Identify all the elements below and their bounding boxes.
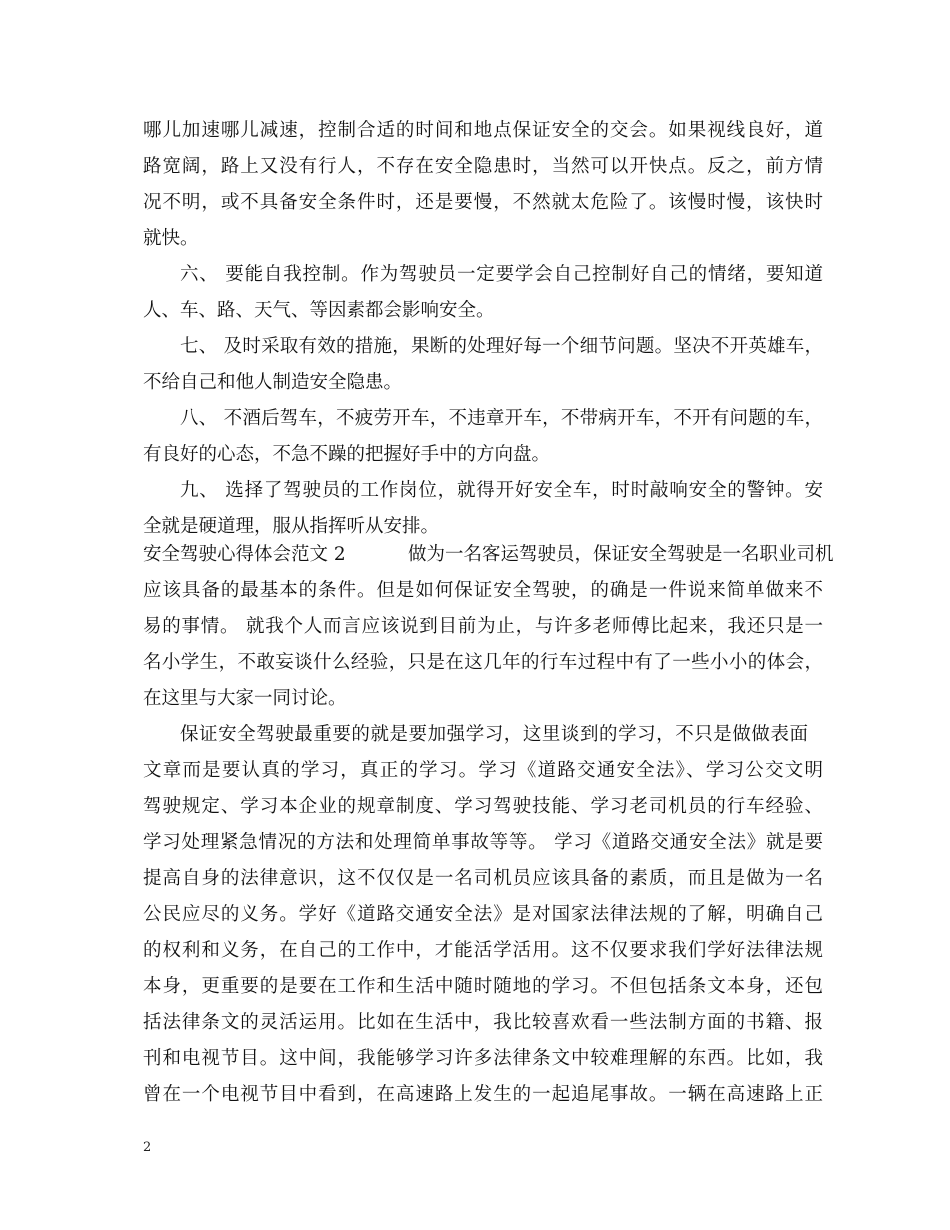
text-line: 刊和电视节目。这中间，我能够学习许多法律条文中较难理解的东西。比如，我 — [143, 1048, 823, 1069]
text-line: 路宽阔，路上又没有行人，不存在安全隐患时，当然可以开快点。反之，前方情 — [143, 156, 823, 177]
text-line: 公民应尽的义务。学好《道路交通安全法》是对国家法律法规的了解，明确自己 — [143, 904, 823, 925]
text-line: 文章而是要认真的学习，真正的学习。学习《道路交通安全法》、学习公交文明 — [143, 760, 823, 781]
list-item-nine: 九、 选择了驾驶员的工作岗位，就得开好安全车，时时敲响安全的警钟。安 — [180, 480, 823, 501]
section-heading: 安全驾驶心得体会范文 2 — [143, 544, 346, 565]
text-line: 人、车、路、天气、等因素都会影响安全。 — [143, 300, 495, 321]
text-line: 况不明，或不具备安全条件时，还是要慢，不然就太危险了。该慢时慢，该快时 — [143, 192, 823, 213]
text-line: 不给自己和他人制造安全隐患。 — [143, 372, 403, 393]
list-item-eight: 八、 不酒后驾车，不疲劳开车，不违章开车，不带病开车，不开有问题的车， — [180, 408, 823, 429]
text-line: 哪儿加速哪儿减速，控制合适的时间和地点保证安全的交会。如果视线良好，道 — [143, 120, 823, 141]
list-item-seven: 七、 及时采取有效的措施，果断的处理好每一个细节问题。坚决不开英雄车， — [180, 336, 823, 357]
page-number: 2 — [143, 1140, 152, 1155]
text-line: 就快。 — [143, 228, 199, 249]
text-line: 驾驶规定、学习本企业的规章制度、学习驾驶技能、学习老司机员的行车经验、 — [143, 796, 823, 817]
text-line: 有良好的心态，不急不躁的把握好手中的方向盘。 — [143, 444, 551, 465]
text-line: 在这里与大家一同讨论。 — [143, 688, 347, 709]
text-line: 应该具备的最基本的条件。但是如何保证安全驾驶，的确是一件说来简单做来不 — [143, 580, 823, 601]
text-line: 名小学生，不敢妄谈什么经验，只是在这几年的行车过程中有了一些小小的体会， — [143, 652, 823, 673]
text-line: 括法律条文的灵活运用。比如在生活中，我比较喜欢看一些法制方面的书籍、报 — [143, 1012, 823, 1033]
list-item-six: 六、 要能自我控制。作为驾驶员一定要学会自己控制好自己的情绪，要知道 — [180, 264, 823, 285]
text-line: 曾在一个电视节目中看到，在高速路上发生的一起追尾事故。一辆在高速路上正 — [143, 1084, 823, 1105]
text-line: 提高自身的法律意识，这不仅仅是一名司机员应该具备的素质，而且是做为一名 — [143, 868, 823, 889]
paragraph-start: 保证安全驾驶最重要的就是要加强学习，这里谈到的学习，不只是做做表面 — [180, 724, 808, 745]
text-line: 易的事情。 就我个人而言应该说到目前为止，与许多老师傅比起来，我还只是一 — [143, 616, 823, 637]
text-line: 的权利和义务，在自己的工作中，才能活学活用。这不仅要求我们学好法律法规 — [143, 940, 823, 961]
text-line: 本身，更重要的是要在工作和生活中随时随地的学习。不但包括条文本身，还包 — [143, 976, 823, 997]
text-line: 学习处理紧急情况的方法和处理简单事故等等。 学习《道路交通安全法》就是要 — [143, 832, 823, 853]
text-line: 全就是硬道理，服从指挥听从安排。 — [143, 516, 440, 537]
text-line: 做为一名客运驾驶员，保证安全驾驶是一名职业司机 — [408, 544, 834, 565]
